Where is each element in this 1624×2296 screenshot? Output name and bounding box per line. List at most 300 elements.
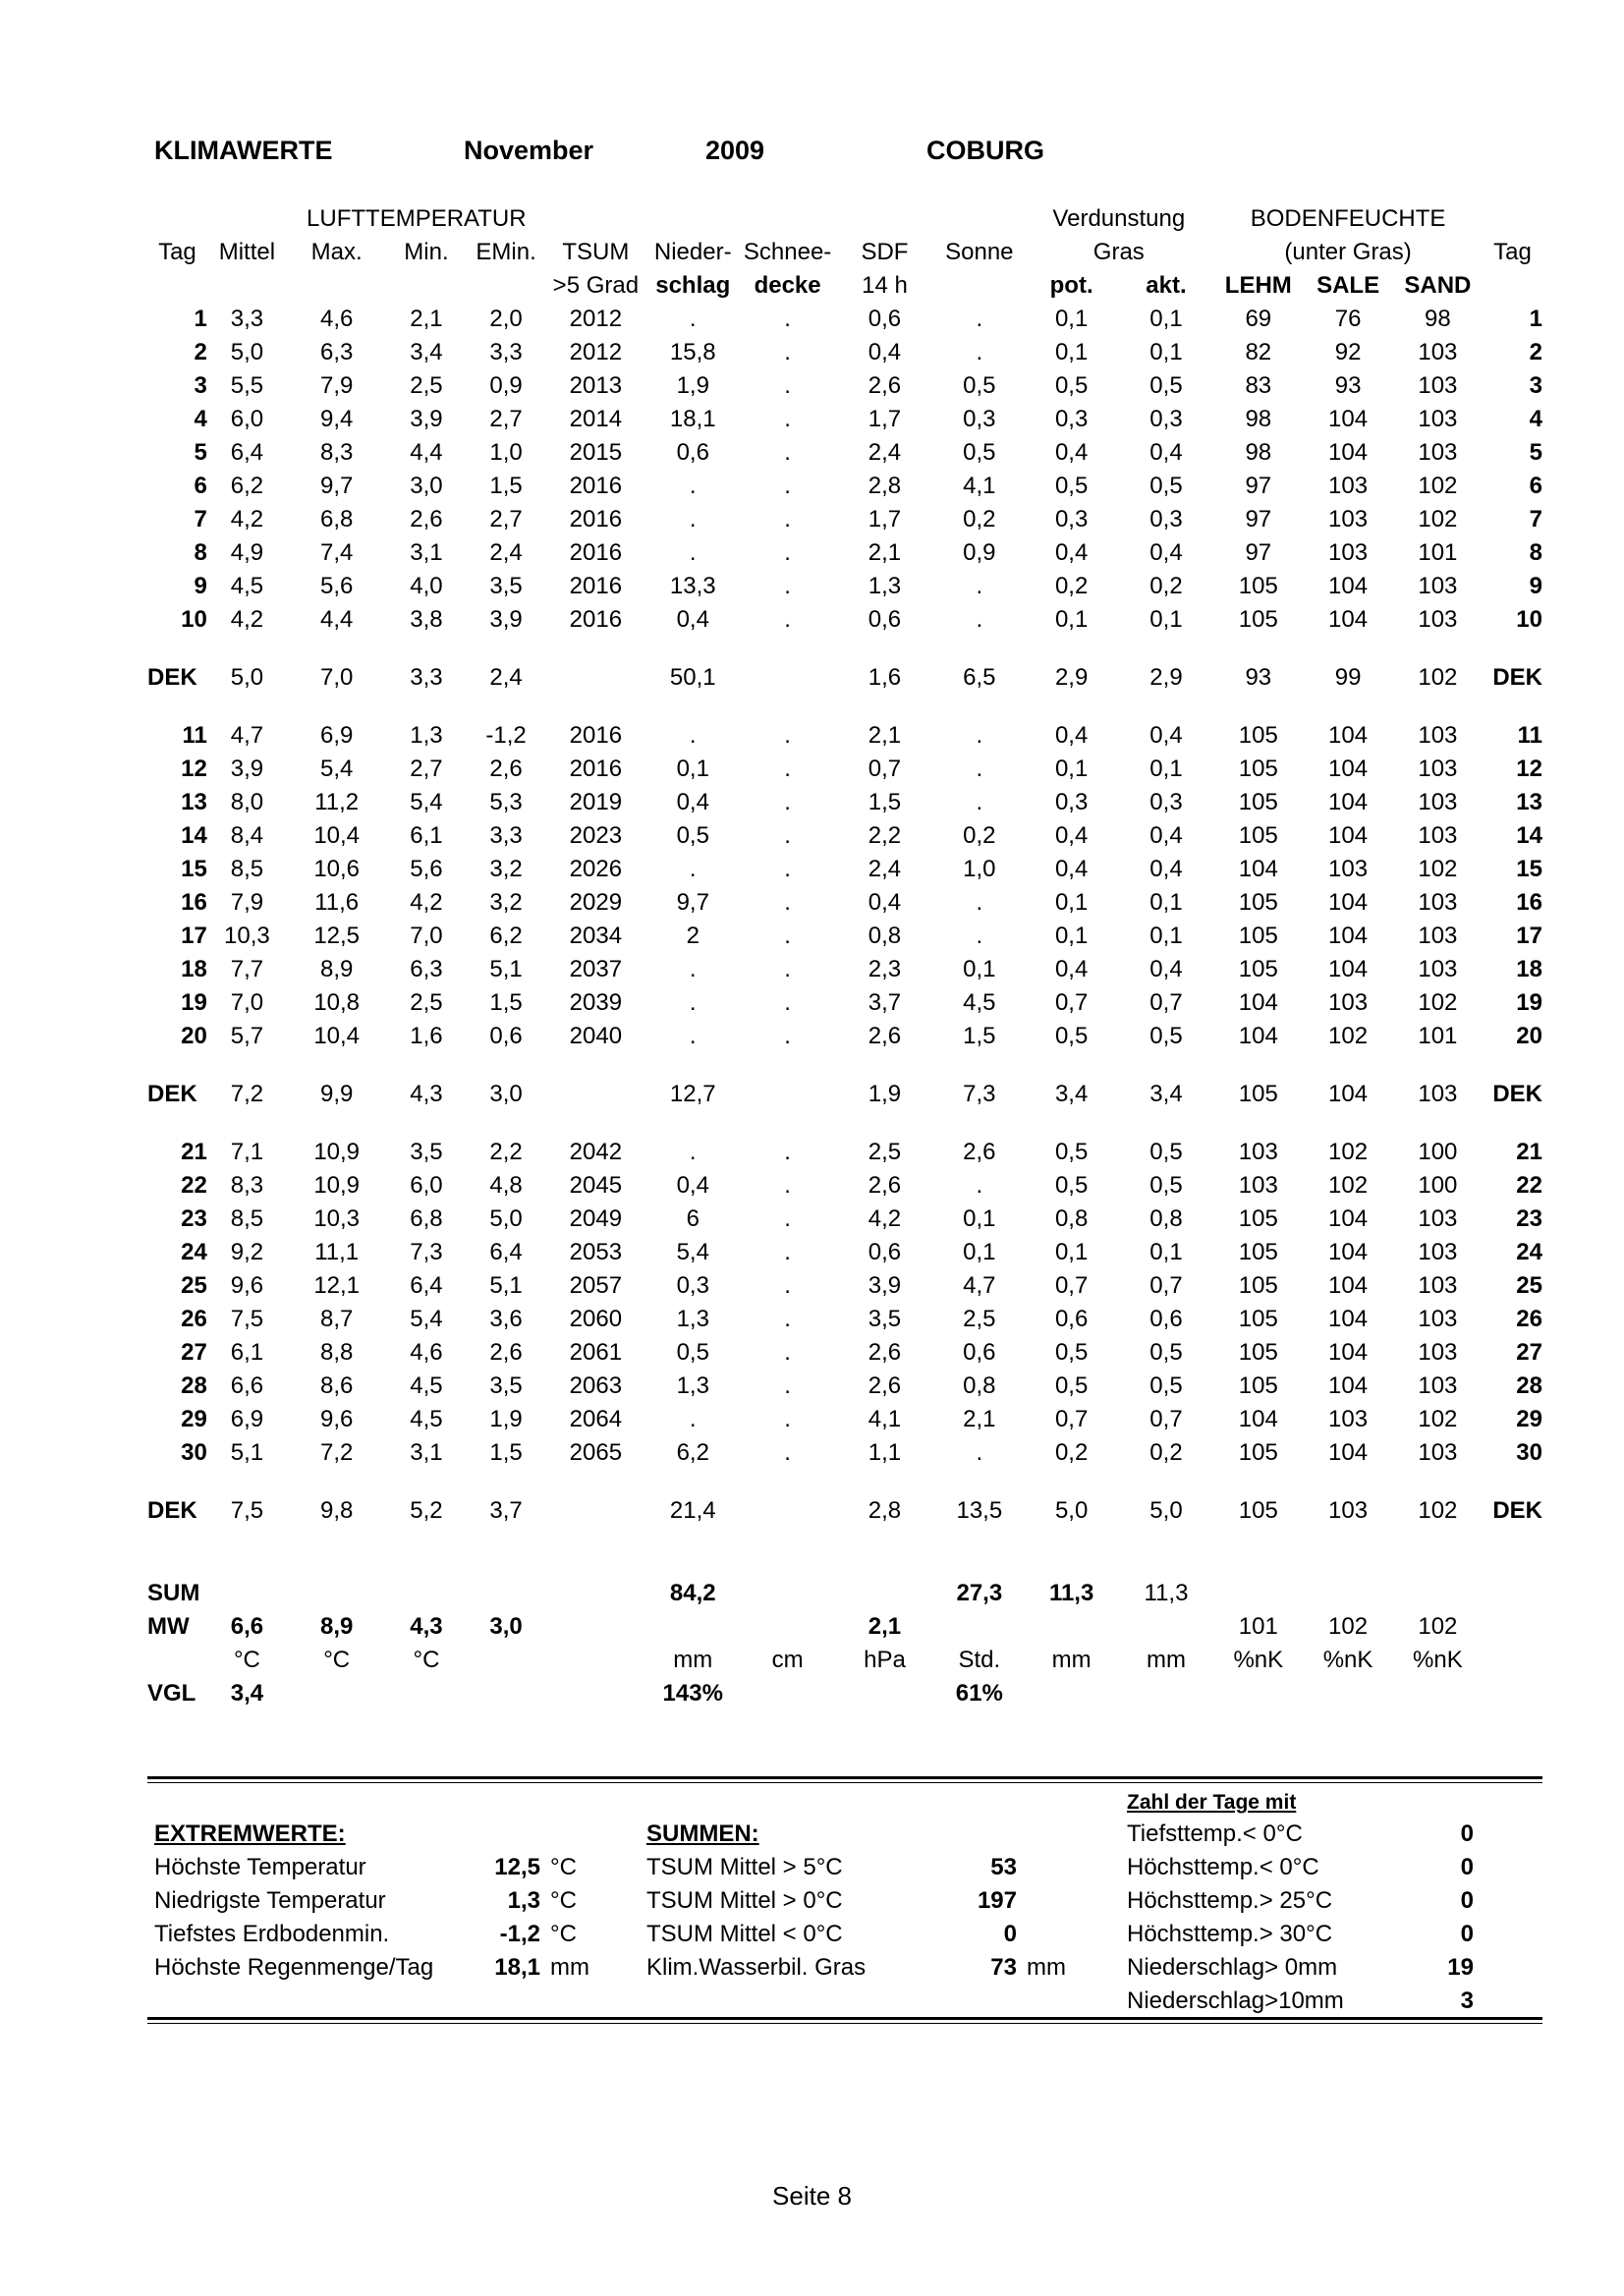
cell: 2,4 (489, 664, 523, 691)
cell: 11 (1517, 722, 1542, 749)
cell: 103 (1418, 1081, 1458, 1107)
cell: 0,4 (1149, 822, 1183, 849)
cell: 12,5 (313, 923, 361, 949)
cell: DEK (1492, 664, 1542, 691)
dek-row (147, 661, 1542, 695)
cell (287, 1577, 386, 1610)
cell: 2034 (569, 923, 623, 949)
cell: 2014 (569, 406, 623, 432)
cell: 0,4 (1149, 439, 1183, 466)
cell: 3,0 (489, 1081, 523, 1107)
cell: 103 (1418, 1372, 1458, 1399)
cell: 0,1 (1054, 606, 1089, 633)
cell: 7,3 (963, 1081, 996, 1107)
mw-row (147, 1610, 1542, 1644)
cell: 2057 (569, 1272, 623, 1299)
col-lehm: LEHM (1224, 272, 1292, 299)
cell: 6,2 (230, 473, 264, 499)
cell: 103 (1418, 956, 1458, 982)
cell: 2049 (569, 1205, 623, 1232)
cell: 102 (1328, 1613, 1369, 1640)
cell: 0,8 (1149, 1205, 1183, 1232)
cell: hPa (864, 1647, 906, 1673)
extremes-title: EXTREMWERTE: (154, 1820, 346, 1847)
cell: 10,3 (224, 923, 270, 949)
cell: 7,0 (410, 923, 443, 949)
cell: 10,9 (313, 1172, 361, 1199)
cell: 0,4 (1054, 539, 1089, 566)
cell: 10 (1516, 606, 1542, 633)
cell: 2,5 (963, 1306, 996, 1332)
cell: 0,8 (868, 923, 902, 949)
cell: 5,0 (230, 664, 264, 691)
cell: 0,7 (1149, 1406, 1183, 1432)
col-tsum-sub: >5 Grad (552, 272, 640, 299)
cell: . (784, 439, 791, 466)
cell: 0,7 (1149, 989, 1183, 1016)
cell: 5,4 (676, 1239, 709, 1265)
cell: 104 (1328, 1205, 1369, 1232)
spacer-row (147, 695, 1542, 719)
cell: %nK (1413, 1647, 1463, 1673)
cell: 103 (1418, 756, 1458, 782)
cell: 2,1 (868, 722, 902, 749)
cell: 18 (1516, 956, 1542, 982)
cell: 1,6 (868, 664, 902, 691)
cell: 19 (181, 989, 207, 1016)
cell: 0,4 (1149, 539, 1183, 566)
cell: 2,6 (868, 1172, 902, 1199)
cell: mm (1146, 1647, 1186, 1673)
cell: 4,2 (410, 889, 443, 916)
cell: 4 (194, 406, 207, 432)
cell: 50,1 (669, 664, 716, 691)
cell (645, 1610, 740, 1644)
cell: 2065 (569, 1439, 623, 1466)
cell: 5,6 (319, 573, 354, 599)
table-row (147, 1403, 1542, 1436)
cell: 25 (181, 1272, 207, 1299)
cell: 0,6 (868, 606, 902, 633)
cell: 0,7 (868, 756, 902, 782)
cell: 7,0 (319, 664, 354, 691)
cell: °C (323, 1647, 351, 1673)
cell: 0,4 (1054, 822, 1089, 849)
cell: 97 (1245, 506, 1272, 532)
cell: 102 (1418, 1497, 1458, 1524)
cell: 3 (1529, 372, 1542, 399)
cell: 3,5 (868, 1306, 902, 1332)
cell: 9,2 (230, 1239, 264, 1265)
cell: 15,8 (669, 339, 716, 365)
cell: 16 (181, 889, 207, 916)
sum-value: 53 (990, 1854, 1017, 1880)
cell: . (784, 1272, 791, 1299)
cell: 104 (1328, 789, 1369, 815)
cell: 25 (1516, 1272, 1542, 1299)
cell: 22 (1516, 1172, 1542, 1199)
days-value: 0 (1460, 1854, 1474, 1880)
cell: 0,5 (1149, 1372, 1183, 1399)
col-pot: pot. (1049, 272, 1093, 299)
cell: 1,7 (868, 506, 902, 532)
cell: 10,3 (313, 1205, 361, 1232)
cell: 3,3 (230, 306, 264, 332)
cell: 104 (1328, 756, 1369, 782)
cell: 6,1 (410, 822, 443, 849)
col-nieder-sub: schlag (655, 272, 731, 299)
cell: 8 (1529, 539, 1542, 566)
cell: 0,3 (1054, 406, 1089, 432)
cell: 103 (1418, 1205, 1458, 1232)
cell: 1,3 (676, 1306, 709, 1332)
header-row-2 (147, 236, 1542, 269)
cell: 0,4 (1054, 956, 1089, 982)
cell: VGL (147, 1680, 196, 1707)
days-label: Niederschlag>10mm (1127, 1988, 1344, 2014)
cell: 9,7 (319, 473, 354, 499)
cell: 6,6 (230, 1613, 264, 1640)
col-emin: EMin. (476, 239, 536, 265)
cell: . (689, 1023, 697, 1049)
cell: . (976, 789, 983, 815)
cell: 3,1 (410, 1439, 443, 1466)
cell: 2,7 (410, 756, 443, 782)
cell: %nK (1233, 1647, 1284, 1673)
cell (740, 1494, 834, 1528)
cell (1303, 1677, 1392, 1710)
cell: 2,4 (868, 856, 902, 882)
cell: 7,9 (319, 372, 354, 399)
cell: 26 (1516, 1306, 1542, 1332)
cell: . (784, 822, 791, 849)
cell (1393, 1677, 1483, 1710)
cell (467, 1677, 546, 1710)
sum-value: 73 (990, 1954, 1017, 1981)
extreme-label: Tiefstes Erdbodenmin. (154, 1921, 390, 1947)
cell: 6,2 (676, 1439, 709, 1466)
cell: 2019 (569, 789, 623, 815)
cell: 0,1 (676, 756, 709, 782)
cell: 0,3 (676, 1272, 709, 1299)
extreme-label: Niedrigste Temperatur (154, 1887, 386, 1914)
col-nieder: Nieder- (653, 239, 732, 265)
cell: . (784, 1372, 791, 1399)
cell: 3,0 (489, 1613, 523, 1640)
cell: . (689, 856, 697, 882)
cell: . (784, 372, 791, 399)
cell: 103 (1418, 439, 1458, 466)
cell: 2 (1529, 339, 1542, 365)
days-value: 19 (1447, 1954, 1474, 1981)
cell: 84,2 (669, 1580, 716, 1606)
cell: 0,1 (1054, 889, 1089, 916)
cell: . (784, 1023, 791, 1049)
cell (835, 1677, 934, 1710)
cell: 28 (1516, 1372, 1542, 1399)
cell: 5 (1529, 439, 1542, 466)
cell: 2015 (569, 439, 623, 466)
cell: 5,3 (489, 789, 523, 815)
cell: 4,3 (410, 1081, 443, 1107)
cell: 0,2 (963, 822, 996, 849)
cell: . (784, 722, 791, 749)
cell: %nK (1322, 1647, 1373, 1673)
cell: 29 (1516, 1406, 1542, 1432)
cell: 93 (1245, 664, 1272, 691)
cell: 98 (1425, 306, 1451, 332)
cell: 104 (1328, 1081, 1369, 1107)
cell: 104 (1328, 1272, 1369, 1299)
cell: 2,6 (868, 1372, 902, 1399)
cell: 0,1 (1149, 339, 1183, 365)
cell: 4,6 (319, 306, 354, 332)
cell: 2,7 (489, 406, 523, 432)
cell: 19 (1516, 989, 1542, 1016)
col-tag: Tag (158, 239, 196, 265)
cell: 104 (1328, 606, 1369, 633)
cell: 104 (1328, 1339, 1369, 1366)
cell: . (784, 1406, 791, 1432)
separator-top (147, 1776, 1542, 1783)
cell: . (976, 573, 983, 599)
table-row (147, 753, 1542, 786)
cell (1213, 1577, 1303, 1610)
cell: 103 (1418, 606, 1458, 633)
cell: 2,5 (410, 372, 443, 399)
table-row (147, 1336, 1542, 1370)
extreme-unit: °C (550, 1921, 577, 1947)
table-row (147, 719, 1542, 753)
cell: 0,2 (963, 506, 996, 532)
cell: 103 (1418, 372, 1458, 399)
cell: . (976, 889, 983, 916)
cell: . (976, 756, 983, 782)
cell: 103 (1328, 539, 1369, 566)
cell: 4,5 (410, 1372, 443, 1399)
cell: . (784, 406, 791, 432)
cell: 0,1 (1054, 339, 1089, 365)
cell: 8,8 (319, 1339, 354, 1366)
cell (546, 1677, 645, 1710)
cell (386, 1577, 466, 1610)
cell: 6,0 (230, 406, 264, 432)
cell: 4,2 (230, 506, 264, 532)
cell: 105 (1238, 1497, 1278, 1524)
cell: 0,5 (1054, 1023, 1089, 1049)
cell: 102 (1418, 664, 1458, 691)
cell: . (784, 306, 791, 332)
extreme-value: -1,2 (499, 1921, 540, 1947)
table-row (147, 536, 1542, 570)
cell: 10,9 (313, 1139, 361, 1165)
cell: 0,4 (1054, 722, 1089, 749)
cell: 3,3 (489, 339, 523, 365)
cell: 6,4 (230, 439, 264, 466)
cell: 104 (1328, 889, 1369, 916)
cell: 3,5 (489, 573, 523, 599)
cell: 104 (1328, 439, 1369, 466)
cell: 0,1 (1149, 889, 1183, 916)
cell: 105 (1238, 1439, 1278, 1466)
cell: 12 (181, 756, 207, 782)
cell: 0,1 (1054, 923, 1089, 949)
col-untergras: (unter Gras) (1284, 239, 1412, 265)
cell: 0,4 (676, 1172, 709, 1199)
cell: 2016 (569, 573, 623, 599)
cell (934, 1610, 1024, 1644)
cell: 2,8 (868, 1497, 902, 1524)
cell (1393, 1577, 1483, 1610)
cell: 93 (1334, 372, 1362, 399)
cell: 0,5 (676, 1339, 709, 1366)
cell: . (976, 306, 983, 332)
cell: 103 (1328, 856, 1369, 882)
cell: 0,3 (1054, 506, 1089, 532)
cell: . (784, 573, 791, 599)
cell: 30 (181, 1439, 207, 1466)
cell: 2060 (569, 1306, 623, 1332)
cell: 103 (1418, 339, 1458, 365)
cell: 20 (1516, 1023, 1542, 1049)
spacer-row (147, 1111, 1542, 1136)
cell: 0,5 (1149, 473, 1183, 499)
cell: 3,2 (489, 889, 523, 916)
cell: 0,3 (1054, 789, 1089, 815)
cell: 0,5 (1149, 1023, 1183, 1049)
cell: 0,5 (1149, 372, 1183, 399)
cell: 3,4 (410, 339, 443, 365)
cell: 6,2 (489, 923, 523, 949)
cell: 0,4 (1149, 722, 1183, 749)
cell (1483, 1577, 1542, 1610)
cell: 101 (1418, 1023, 1458, 1049)
cell: Std. (958, 1647, 1001, 1673)
cell: 3,9 (868, 1272, 902, 1299)
cell: 1 (194, 306, 207, 332)
cell: 10,4 (313, 822, 361, 849)
cell: 9,6 (319, 1406, 354, 1432)
cell: 103 (1328, 989, 1369, 1016)
cell: 105 (1238, 956, 1278, 982)
days-label: Höchsttemp.> 30°C (1127, 1921, 1333, 1947)
cell: 101 (1238, 1613, 1278, 1640)
doc-month: November (464, 136, 594, 165)
cell: 1,5 (868, 789, 902, 815)
cell: 0,4 (676, 789, 709, 815)
sum-label: Klim.Wasserbil. Gras (646, 1954, 867, 1981)
cell: 1,9 (868, 1081, 902, 1107)
cell: 0,6 (868, 1239, 902, 1265)
cell: 2040 (569, 1023, 623, 1049)
cell: 97 (1245, 473, 1272, 499)
cell: 100 (1418, 1139, 1458, 1165)
cell: 0,6 (1054, 1306, 1089, 1332)
cell: . (784, 856, 791, 882)
cell: 2037 (569, 956, 623, 982)
cell: 4,4 (410, 439, 443, 466)
cell: 105 (1238, 789, 1278, 815)
cell: 3,1 (410, 539, 443, 566)
cell: 102 (1418, 506, 1458, 532)
cell (147, 1644, 207, 1677)
cell: 105 (1238, 822, 1278, 849)
cell: 6,4 (489, 1239, 523, 1265)
cell: 9,4 (319, 406, 354, 432)
cell: 0,5 (963, 372, 996, 399)
cell: 2016 (569, 606, 623, 633)
cell: 8,9 (319, 1613, 354, 1640)
cell: 0,5 (1054, 1172, 1089, 1199)
col-min: Min. (404, 239, 449, 265)
cell: 82 (1245, 339, 1272, 365)
cell: 0,1 (1149, 756, 1183, 782)
cell: 3,6 (489, 1306, 523, 1332)
cell: 2016 (569, 506, 623, 532)
cell: 3,4 (1054, 1081, 1089, 1107)
cell: 24 (181, 1239, 207, 1265)
cell: 7,0 (230, 989, 264, 1016)
cell: . (689, 989, 697, 1016)
cell: 103 (1328, 506, 1369, 532)
cell: . (689, 1406, 697, 1432)
cell: 105 (1238, 923, 1278, 949)
cell (546, 1494, 645, 1528)
cell: 104 (1328, 1306, 1369, 1332)
cell: 4,5 (963, 989, 996, 1016)
cell (1303, 1577, 1392, 1610)
cell: 4,1 (868, 1406, 902, 1432)
cell: 105 (1238, 573, 1278, 599)
cell: 21 (181, 1139, 207, 1165)
extreme-value: 1,3 (507, 1887, 540, 1914)
cell: DEK (147, 1081, 197, 1107)
cell: 0,1 (963, 1205, 996, 1232)
cell: 2029 (569, 889, 623, 916)
cell (1119, 1677, 1213, 1710)
cell: 13 (181, 789, 207, 815)
cell: . (689, 722, 697, 749)
cell: 7,2 (230, 1081, 264, 1107)
cell (1024, 1610, 1118, 1644)
cell: 11,6 (314, 889, 360, 916)
cell: 7,5 (230, 1306, 264, 1332)
cell: . (784, 539, 791, 566)
cell: 2,1 (963, 1406, 996, 1432)
cell: 5,4 (319, 756, 354, 782)
cell (835, 1577, 934, 1610)
cell: 6,3 (319, 339, 354, 365)
cell: 4,9 (230, 539, 264, 566)
cell: 15 (1516, 856, 1542, 882)
cell: 17 (181, 923, 207, 949)
cell: 12,1 (313, 1272, 361, 1299)
cell (467, 1644, 546, 1677)
cell: 18 (181, 956, 207, 982)
cell: 2,1 (410, 306, 443, 332)
cell: 1,7 (868, 406, 902, 432)
cell: 0,9 (963, 539, 996, 566)
cell: 105 (1238, 1372, 1278, 1399)
cell (546, 661, 645, 695)
cell: 104 (1328, 956, 1369, 982)
cell: 0,8 (1054, 1205, 1089, 1232)
cell (740, 661, 834, 695)
cell: 0,1 (1054, 756, 1089, 782)
cell: 3,0 (410, 473, 443, 499)
dek-row (147, 1494, 1542, 1528)
days-label: Tiefsttemp.< 0°C (1127, 1820, 1303, 1847)
